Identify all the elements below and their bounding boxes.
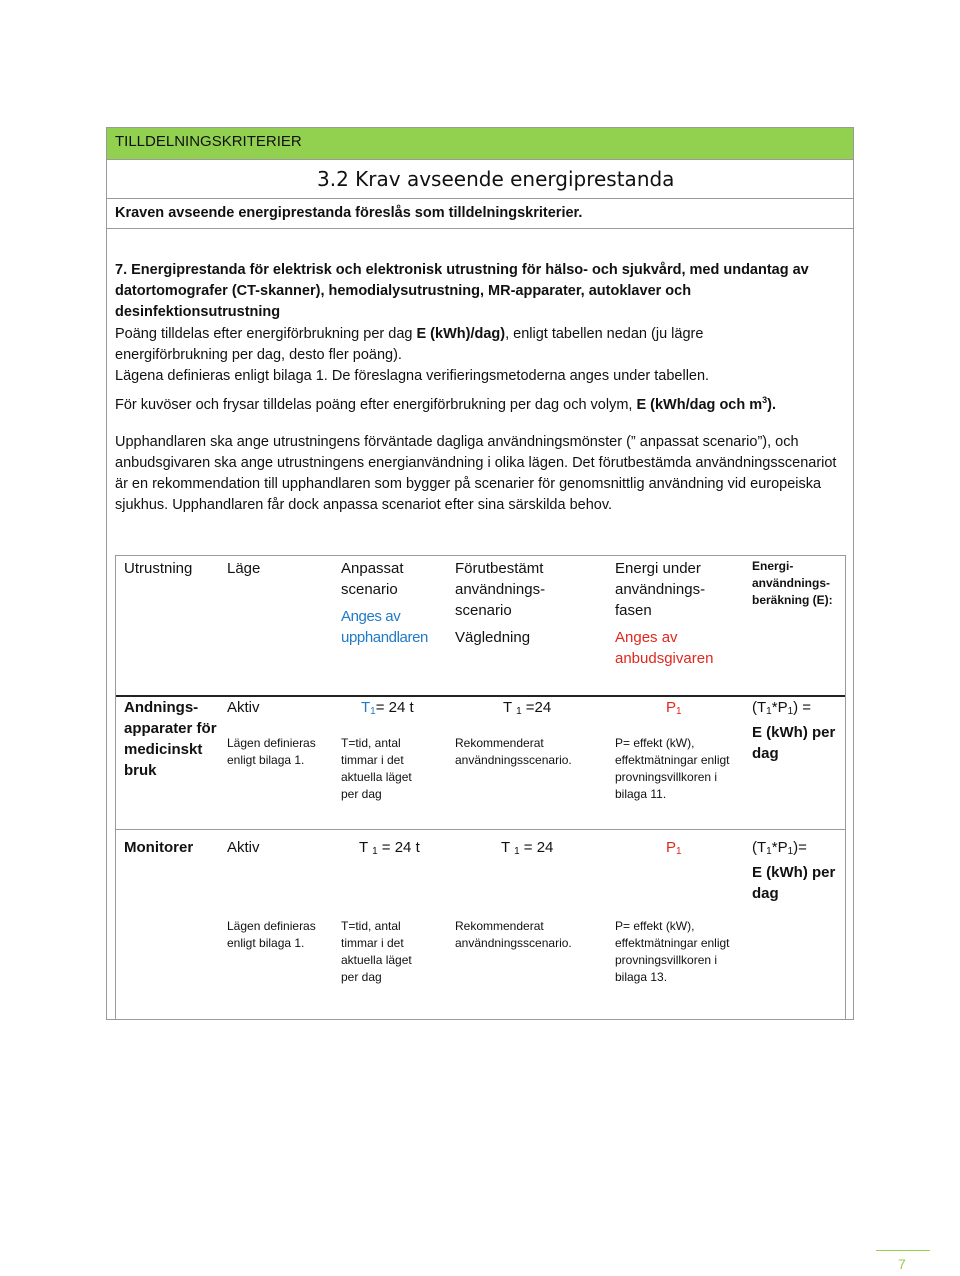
table-divider bbox=[116, 829, 845, 830]
row2-note-mode: Lägen definieras enligt bilaga 1. bbox=[227, 919, 316, 950]
title-row bbox=[107, 160, 853, 199]
row1-custom-time bbox=[361, 697, 414, 722]
incubator-text-a: För kuvöser och frysar tilldelas poäng efter energiförbrukning per dag och volym, bbox=[115, 397, 637, 413]
row1-calc-b: *P bbox=[771, 699, 788, 716]
col-header-energy bbox=[615, 558, 730, 669]
energy-header-label: Energi under användnings-fasen bbox=[615, 560, 706, 619]
row2-calc-a: (T bbox=[752, 839, 767, 856]
row2-p: P bbox=[666, 839, 677, 856]
row1-custom-value: = 24 t bbox=[375, 699, 414, 716]
row2-note-time: T=tid, antal timmar i det aktuella läget per dag bbox=[341, 919, 412, 984]
predefined-header-label: Förutbestämt användnings-scenario bbox=[455, 560, 546, 619]
row2-calculation bbox=[752, 837, 844, 904]
row2-calc-c: )= bbox=[793, 839, 807, 856]
col-header-mode: Läge bbox=[227, 560, 261, 577]
row2-calc-b: *P bbox=[771, 839, 788, 856]
row1-pre-value: =24 bbox=[521, 699, 552, 716]
row1-predefined-time bbox=[503, 697, 551, 722]
row1-note-power: P= effekt (kW), effektmätningar enligt provningsvillkoren i bilaga 11. bbox=[615, 736, 730, 801]
paragraph-points bbox=[115, 324, 815, 366]
row2-power bbox=[666, 837, 682, 862]
row1-calculation bbox=[752, 697, 844, 764]
row2-calc-formula bbox=[752, 837, 844, 862]
row1-calc-result: E (kWh) per dag bbox=[752, 724, 836, 762]
row1-calc-sub1: 1 bbox=[766, 706, 772, 717]
row1-note-mode: Lägen definieras enligt bilaga 1. bbox=[227, 736, 316, 767]
row1-note-recommended: Rekommenderat användningsscenario. bbox=[455, 736, 572, 767]
row2-predefined-time bbox=[501, 837, 553, 862]
row1-pre-sub: 1 bbox=[516, 706, 522, 717]
row2-pre-sub: 1 bbox=[514, 846, 520, 857]
section-header-bar bbox=[107, 128, 853, 160]
row2-pre-t: T bbox=[501, 839, 515, 856]
row1-power bbox=[666, 697, 682, 722]
custom-header-note: Anges av upphandlaren bbox=[341, 608, 428, 646]
incubator-text-unit: E (kWh/dag och m bbox=[636, 397, 763, 413]
row1-custom-sub: 1 bbox=[370, 706, 376, 717]
row2-calc-sub1: 1 bbox=[766, 846, 772, 857]
col-header-equipment: Utrustning bbox=[124, 560, 193, 577]
col-header-predefined bbox=[455, 558, 595, 648]
row1-custom-t: T bbox=[361, 699, 371, 716]
col-header-custom bbox=[341, 558, 441, 648]
points-text-c: , enligt tabellen nedan (ju lägre energiförbrukning per dag, desto fler poäng). bbox=[115, 326, 704, 363]
col-header-calculation: Energi-användnings-beräkning (E): bbox=[752, 559, 833, 607]
row1-note-time: T=tid, antal timmar i det aktuella läget per dag bbox=[341, 736, 412, 801]
predefined-header-note: Vägledning bbox=[455, 629, 531, 646]
row2-equipment: Monitorer bbox=[124, 839, 194, 856]
page-number: 7 bbox=[898, 1256, 906, 1272]
criterion-heading: 7. Energiprestanda för elektrisk och elektronisk utrustning för hälso- och sjukvård, med undantag av datortomografer (CT-skanner), hemodialysutrustning, MR-apparater, autoklaver och desinfektionsutrustning bbox=[115, 262, 809, 320]
row1-calc-formula bbox=[752, 697, 844, 722]
row2-mode: Aktiv bbox=[227, 839, 260, 856]
row2-p-sub: 1 bbox=[676, 846, 682, 857]
row2-note-power: P= effekt (kW), effektmätningar enligt provningsvillkoren i bilaga 13. bbox=[615, 919, 730, 984]
section-label: TILLDELNINGSKRITERIER bbox=[115, 133, 302, 150]
incubator-sup: 3 bbox=[762, 395, 768, 405]
row1-calc-a: (T bbox=[752, 699, 767, 716]
table-rule bbox=[116, 695, 845, 697]
footer-rule bbox=[876, 1250, 930, 1251]
row1-mode: Aktiv bbox=[227, 699, 260, 716]
row1-p-sub: 1 bbox=[676, 706, 682, 717]
row1-pre-t: T bbox=[503, 699, 517, 716]
row2-calc-sub2: 1 bbox=[787, 846, 794, 857]
page-title: 3.2 Krav avseende energiprestanda bbox=[317, 167, 675, 191]
custom-header-label: Anpassat scenario bbox=[341, 560, 404, 598]
row2-custom-value: = 24 t bbox=[377, 839, 420, 856]
row2-pre-value: = 24 bbox=[519, 839, 554, 856]
row1-calc-sub2: 1 bbox=[787, 706, 794, 717]
row2-calc-result: E (kWh) per dag bbox=[752, 864, 836, 902]
energy-table bbox=[115, 555, 846, 1020]
row2-custom-time bbox=[359, 837, 420, 862]
incubator-text-c: ). bbox=[767, 397, 777, 413]
energy-header-note: Anges av anbudsgivaren bbox=[615, 629, 714, 667]
row1-calc-c: ) = bbox=[793, 699, 812, 716]
points-text-unit: E (kWh)/dag) bbox=[416, 326, 506, 342]
row2-note-recommended: Rekommenderat användningsscenario. bbox=[455, 919, 572, 950]
row2-custom-t: T bbox=[359, 839, 373, 856]
paragraph-modes: Lägena definieras enligt bilaga 1. De föreslagna verifieringsmetoderna anges under tabellen. bbox=[115, 368, 710, 384]
intro-row bbox=[107, 199, 853, 229]
intro-text: Kraven avseende energiprestanda föreslås som tilldelningskriterier. bbox=[115, 205, 583, 221]
row1-equipment: Andnings-apparater för medicinskt bruk bbox=[124, 699, 217, 779]
points-text-a: Poäng tilldelas efter energiförbrukning per dag bbox=[115, 326, 417, 342]
paragraph-scenario: Upphandlaren ska ange utrustningens förväntade dagliga användningsmönster (” anpassat scenario”), och anbudsgivaren ska ange utrustningens energianvändning i olika lägen. Det förutbestämda användningsscenariot är en rekommendation till upphandlaren som bygger på scenarier för genomsnittlig användning vid europeiska sjukhus. Upphandlaren får dock anpassa scenariot efter sina särskilda behov. bbox=[115, 434, 837, 513]
row2-custom-sub: 1 bbox=[372, 846, 378, 857]
paragraph-incubators bbox=[115, 390, 830, 416]
row1-p: P bbox=[666, 699, 677, 716]
